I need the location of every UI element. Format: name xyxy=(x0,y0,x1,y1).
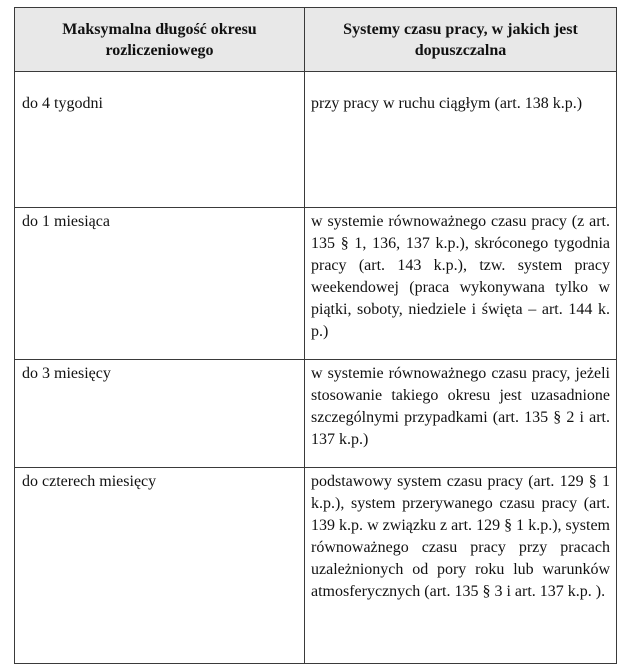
table-row xyxy=(15,72,617,208)
working-time-table xyxy=(14,7,617,664)
table-row xyxy=(15,208,617,360)
period-cell: do 4 tygodni xyxy=(15,72,305,208)
table-header-row xyxy=(15,8,617,72)
period-cell: do 3 miesięcy xyxy=(15,360,305,468)
systems-cell: podstawowy system czasu pracy (art. 129 § 1 k.p.), system przerywanego czasu pracy (art. 139 k.p. w związku z art. 129 § 1 k.p.), system równoważnego czasu pracy przy pracach uzależnionych od pory roku lub warunków atmosferycznych (art. 135 § 3 i art. 137 k.p. ). xyxy=(305,468,617,664)
systems-cell: przy pracy w ruchu ciągłym (art. 138 k.p.) xyxy=(305,72,617,208)
table-row xyxy=(15,360,617,468)
header-working-time-systems: Systemy czasu pracy, w jakich jest dopuszczalna xyxy=(305,8,617,72)
table-row xyxy=(15,468,617,664)
period-cell: do czterech miesięcy xyxy=(15,468,305,664)
systems-cell: w systemie równoważnego czasu pracy, jeżeli stosowanie takiego okresu jest uzasadnione szczególnymi przypadkami (art. 135 § 2 i art. 137 k.p.) xyxy=(305,360,617,468)
header-max-period: Maksymalna długość okresu rozliczeniowego xyxy=(15,8,305,72)
period-cell: do 1 miesiąca xyxy=(15,208,305,360)
systems-cell: w systemie równoważnego czasu pracy (z art. 135 § 1, 136, 137 k.p.), skróconego tygodnia pracy (art. 143 k.p.), tzw. system pracy weekendowej (praca wykonywana tylko w piątki, soboty, niedziele i święta – art. 144 k. p.) xyxy=(305,208,617,360)
